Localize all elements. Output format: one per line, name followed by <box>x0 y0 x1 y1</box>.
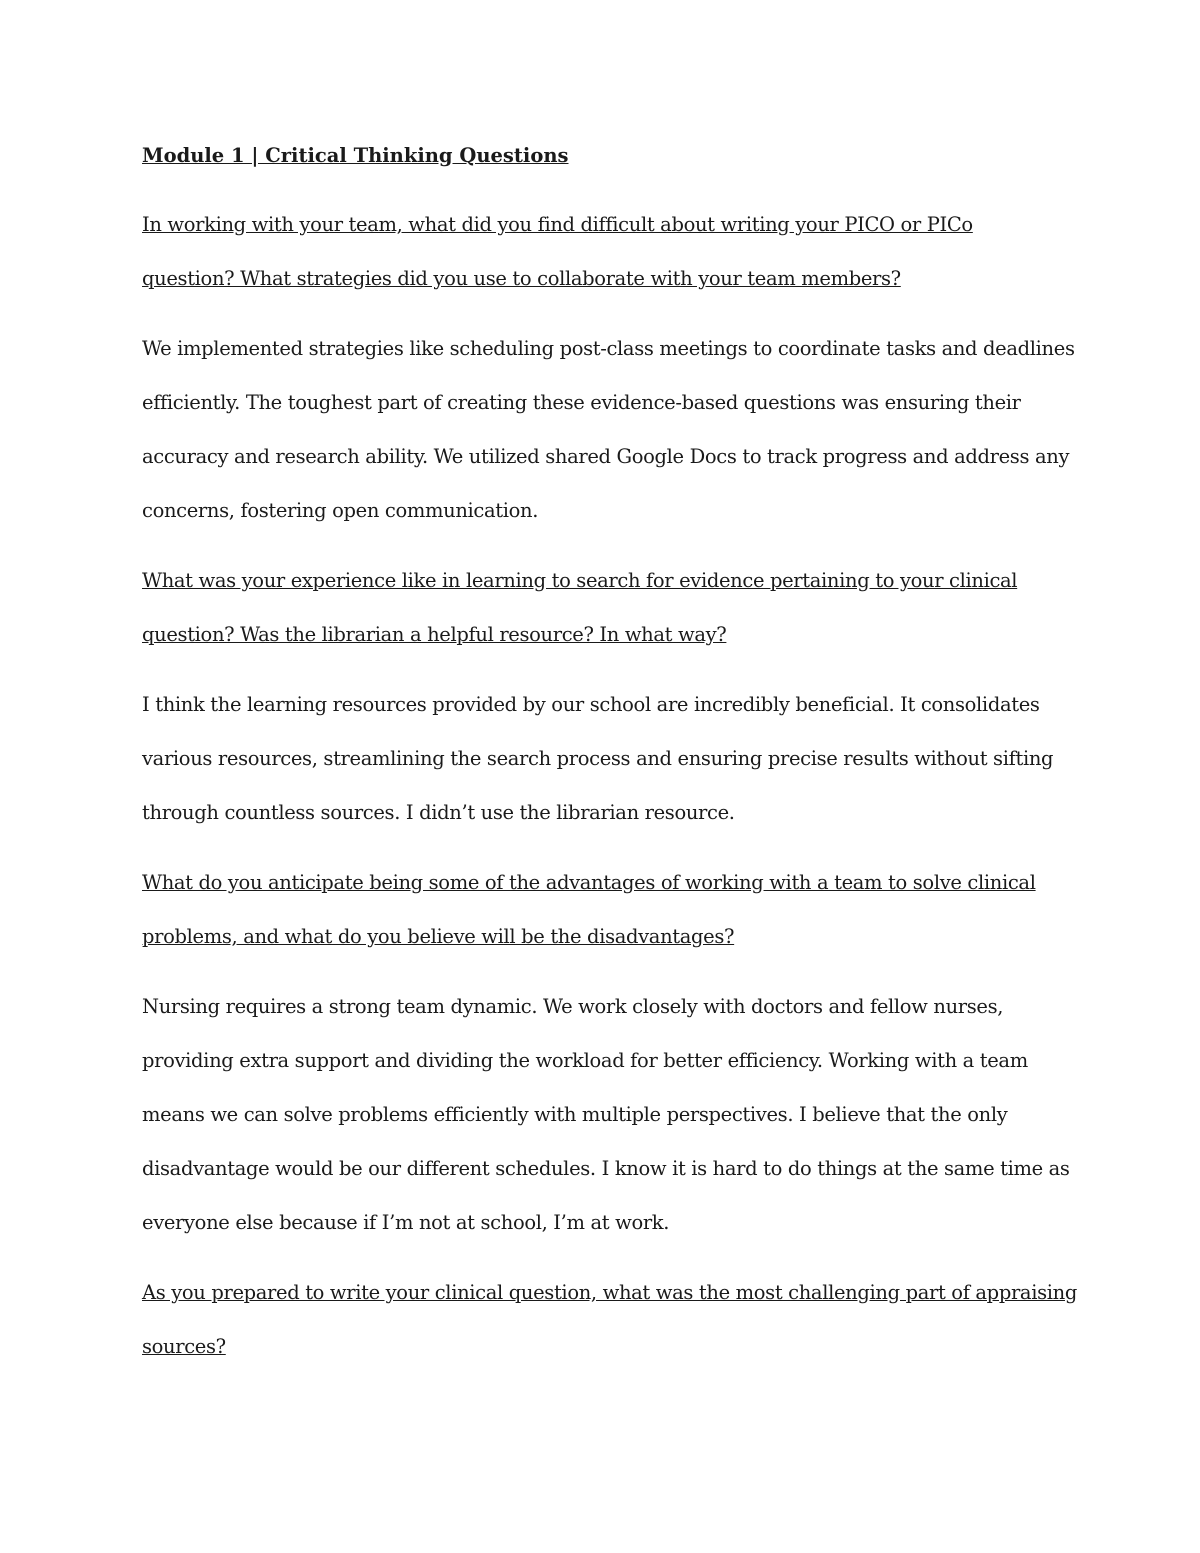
section-4 <box>142 1266 1082 1374</box>
answer-line: We implemented strategies like scheduling post-class meetings to coordinate tasks and deadlines <box>142 337 1075 360</box>
question-line: What was your experience like in learning to search for evidence pertaining to your clinical <box>142 569 1018 592</box>
section-2 <box>142 554 1082 840</box>
question-3 <box>142 856 1082 964</box>
question-4 <box>142 1266 1082 1374</box>
answer-line: I think the learning resources provided by our school are incredibly beneficial. It consolidates <box>142 693 1040 716</box>
answer-line: Nursing requires a strong team dynamic. We work closely with doctors and fellow nurses, <box>142 995 1004 1018</box>
question-line: What do you anticipate being some of the advantages of working with a team to solve clinical <box>142 871 1036 894</box>
answer-line: means we can solve problems efficiently with multiple perspectives. I believe that the only <box>142 1103 1008 1126</box>
question-2 <box>142 554 1082 662</box>
question-line: sources? <box>142 1335 226 1358</box>
answer-line: concerns, fostering open communication. <box>142 499 539 522</box>
question-1 <box>142 198 1082 306</box>
document-title: Module 1 | Critical Thinking Questions <box>142 144 569 167</box>
question-line: As you prepared to write your clinical question, what was the most challenging part of appraising <box>142 1281 1077 1304</box>
section-3 <box>142 856 1082 1250</box>
answer-line: disadvantage would be our different schedules. I know it is hard to do things at the same time as <box>142 1157 1070 1180</box>
question-line: question? Was the librarian a helpful resource? In what way? <box>142 623 727 646</box>
answer-line: accuracy and research ability. We utilized shared Google Docs to track progress and address any <box>142 445 1070 468</box>
answer-line: providing extra support and dividing the workload for better efficiency. Working with a team <box>142 1049 1028 1072</box>
answer-line: efficiently. The toughest part of creating these evidence-based questions was ensuring their <box>142 391 1021 414</box>
question-line: In working with your team, what did you find difficult about writing your PICO or PICo <box>142 213 973 236</box>
answer-1 <box>142 322 1082 538</box>
answer-3 <box>142 980 1082 1250</box>
section-1 <box>142 198 1082 538</box>
answer-line: through countless sources. I didn’t use the librarian resource. <box>142 801 735 824</box>
answer-line: everyone else because if I’m not at school, I’m at work. <box>142 1211 670 1234</box>
question-line: question? What strategies did you use to collaborate with your team members? <box>142 267 901 290</box>
question-line: problems, and what do you believe will be the disadvantages? <box>142 925 735 948</box>
answer-line: various resources, streamlining the search process and ensuring precise results without sifting <box>142 747 1054 770</box>
answer-2 <box>142 678 1082 840</box>
document-page <box>142 140 1082 1390</box>
